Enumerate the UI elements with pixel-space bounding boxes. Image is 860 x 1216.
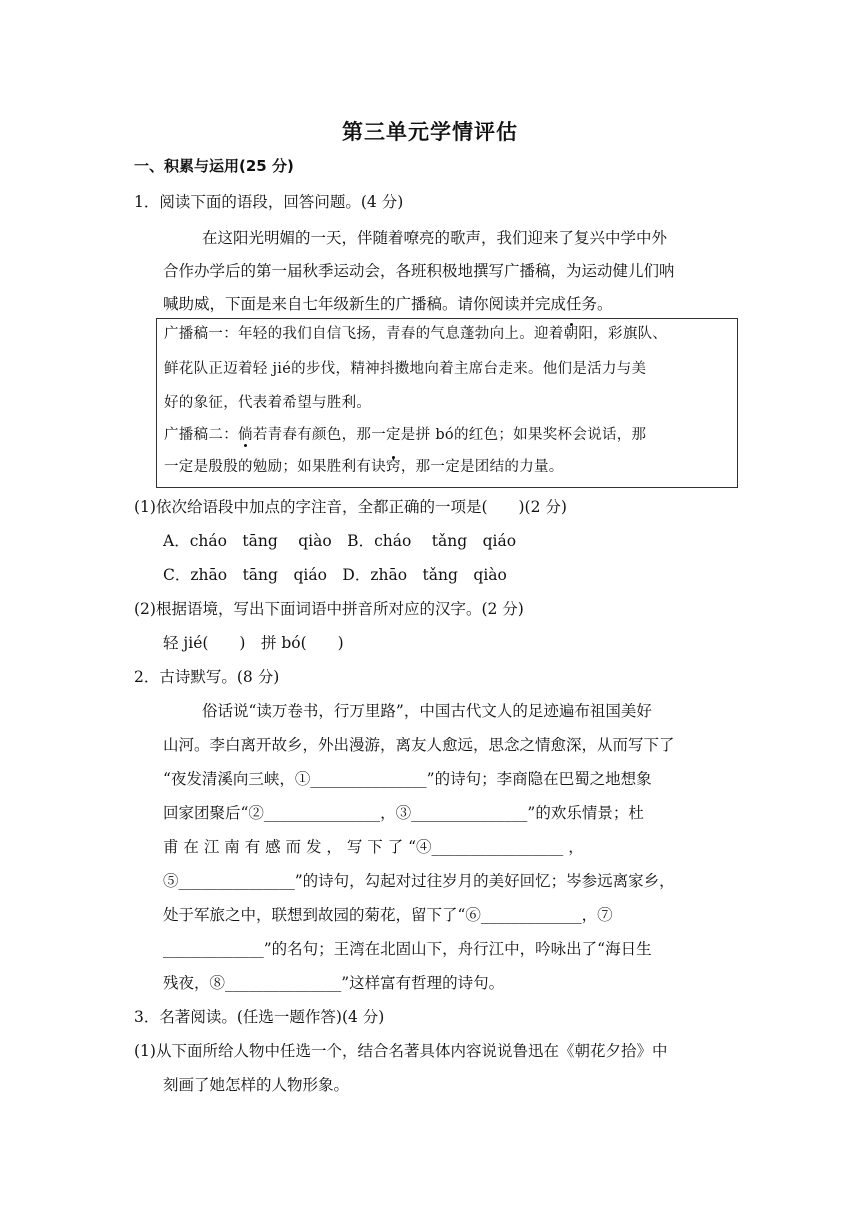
broadcast-script-box (156, 318, 738, 488)
question-2-line: 处于军旅之中，联想到故园的菊花，留下了“⑥_____________，⑦ (163, 906, 613, 924)
question-3-sub-1: (1)从下面所给人物中任选一个，结合名著具体内容说说鲁迅在《朝花夕拾》中 (134, 1042, 668, 1060)
options-c-d: C．zhāo tāng qiáo D．zhāo tǎng qiào (163, 566, 507, 584)
question-2-line: “夜发清溪向三峡，①_______________”的诗句；李商隐在巴蜀之地想象 (163, 770, 652, 788)
question-3-stem: 3．名著阅读。(任选一题作答)(4 分) (134, 1008, 385, 1026)
question-1-sub-1: (1)依次给语段中加点的字注音，全都正确的一项是( )(2 分) (134, 498, 567, 516)
broadcast-line: 广播稿二：倘若青春有颜色，那一定是拼 bó的红色；如果奖杯会说话，那 (164, 427, 647, 443)
question-1-sub-2: (2)根据语境，写出下面词语中拼音所对应的汉字。(2 分) (134, 600, 524, 618)
section-heading: 一、积累与运用(25 分) (134, 157, 294, 175)
question-2-stem: 2．古诗默写。(8 分) (134, 668, 280, 686)
question-2-line: 回家团聚后“②_______________，③_______________”的欢乐情景；杜 (163, 804, 644, 822)
pinyin-blank: bó (435, 427, 454, 443)
pinyin-blank: jié (272, 361, 292, 377)
question-1-paragraph-line: 喊助威，下面是来自七年级新生的广播稿。请你阅读并完成任务。 (163, 295, 613, 313)
question-1-paragraph-line: 在这阳光明媚的一天，伴随着嘹亮的歌声，我们迎来了复兴中学中外 (202, 229, 668, 247)
question-2-line: _____________”的名句；王湾在北固山下，舟行江中，吟咏出了“海日生 (163, 940, 652, 958)
page-title: 第三单元学情评估 (342, 120, 518, 144)
broadcast-line: 广播稿一：年轻的我们自信飞扬，青春的气息蓬勃向上。迎着朝阳，彩旗队、 (164, 326, 668, 342)
dotted-char: 窍 (386, 459, 401, 475)
question-2-line: 山河。李白离开故乡，外出漫游，离友人愈远，思念之情愈深，从而写下了 (163, 736, 675, 754)
question-3-sub-1-cont: 刻画了她怎样的人物形象。 (163, 1076, 350, 1094)
dotted-char: 倘 (238, 427, 253, 443)
question-2-line: ⑤_______________”的诗句，勾起对过往岁月的美好回忆；岑参远离家乡， (163, 872, 675, 890)
question-1-stem: 1．阅读下面的语段，回答问题。(4 分) (134, 193, 404, 211)
question-1-paragraph-line: 合作办学后的第一届秋季运动会，各班积极地撰写广播稿，为运动健儿们呐 (163, 262, 675, 280)
dotted-char: 朝 (563, 326, 579, 342)
broadcast-line: 一定是殷殷的勉励；如果胜利有诀窍，那一定是团结的力量。 (164, 459, 564, 475)
question-2-line: 残夜，⑧_______________”这样富有哲理的诗句。 (163, 974, 505, 992)
broadcast-line: 鲜花队正迈着轻 jié的步伐，精神抖擞地向着主席台走来。他们是活力与美 (164, 361, 647, 377)
options-a-b: A．cháo tāng qiào B．cháo tǎng qiáo (163, 532, 517, 550)
broadcast-line: 好的象征，代表着希望与胜利。 (164, 395, 372, 411)
question-2-line: 俗话说“读万卷书，行万里路”，中国古代文人的足迹遍布祖国美好 (202, 702, 652, 720)
question-2-line: 甫 在 江 南 有 感 而 发 ， 写 下 了 “④_________________ ， (163, 838, 584, 856)
question-1-sub-2-blanks: 轻 jié( ) 拼 bó( ) (163, 634, 344, 652)
